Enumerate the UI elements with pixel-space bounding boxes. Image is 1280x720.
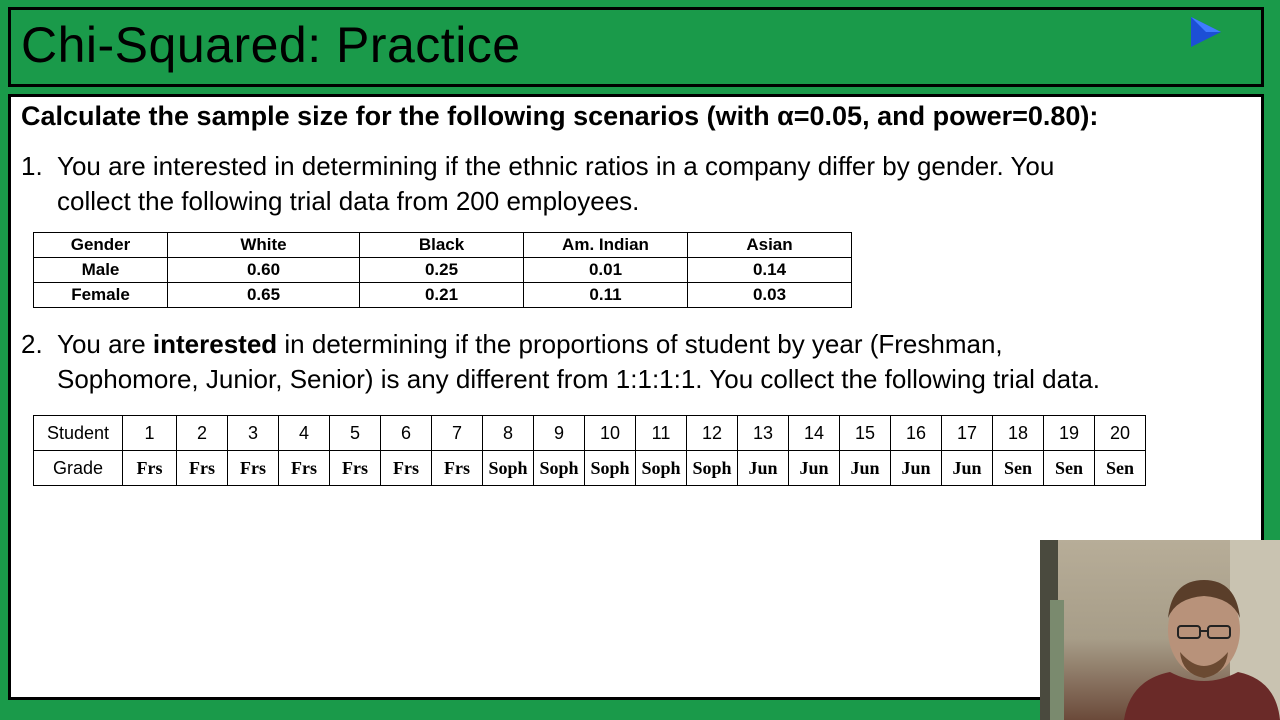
- grade-cell: Frs: [123, 451, 177, 486]
- grade-cell: Soph: [687, 451, 738, 486]
- student-number-cell: 6: [381, 416, 432, 451]
- grade-cell: Frs: [330, 451, 381, 486]
- grade-cell: Jun: [840, 451, 891, 486]
- student-grade-table: [33, 415, 1146, 486]
- header-asian: Asian: [688, 233, 852, 258]
- cell-value: 0.14: [688, 258, 852, 283]
- student-number-cell: 15: [840, 416, 891, 451]
- question-1-line1: You are interested in determining if the ethnic ratios in a company differ by gender. You: [57, 151, 1055, 181]
- student-number-cell: 7: [432, 416, 483, 451]
- instruction-heading: Calculate the sample size for the following scenarios (with α=0.05, and power=0.80):: [21, 101, 1099, 131]
- grade-cell: Jun: [738, 451, 789, 486]
- cell-value: 0.25: [360, 258, 524, 283]
- table-row: [34, 258, 852, 283]
- grade-cell: Jun: [891, 451, 942, 486]
- grade-cell: Jun: [789, 451, 840, 486]
- student-number-cell: 10: [585, 416, 636, 451]
- student-number-cell: 5: [330, 416, 381, 451]
- webcam-person: [1040, 540, 1280, 720]
- student-row: [34, 416, 1146, 451]
- student-number-cell: 19: [1044, 416, 1095, 451]
- question-1-number: 1.: [21, 151, 43, 181]
- ethnicity-table: [33, 232, 852, 308]
- grade-cell: Sen: [1095, 451, 1146, 486]
- title-bar: [8, 7, 1264, 87]
- grade-row-label: Grade: [34, 451, 123, 486]
- header-white: White: [168, 233, 360, 258]
- cell-value: 0.60: [168, 258, 360, 283]
- grade-cell: Frs: [228, 451, 279, 486]
- grade-cell: Soph: [534, 451, 585, 486]
- grade-cell: Soph: [585, 451, 636, 486]
- student-number-cell: 8: [483, 416, 534, 451]
- student-number-cell: 13: [738, 416, 789, 451]
- student-number-cell: 12: [687, 416, 738, 451]
- student-number-cell: 16: [891, 416, 942, 451]
- student-number-cell: 20: [1095, 416, 1146, 451]
- student-row-label: Student: [34, 416, 123, 451]
- student-number-cell: 18: [993, 416, 1044, 451]
- student-number-cell: 2: [177, 416, 228, 451]
- student-number-cell: 14: [789, 416, 840, 451]
- question-2-line1-pre: You are: [57, 329, 153, 359]
- cell-gender: Female: [34, 283, 168, 308]
- student-number-cell: 4: [279, 416, 330, 451]
- student-number-cell: 11: [636, 416, 687, 451]
- cell-value: 0.11: [524, 283, 688, 308]
- question-2-line1-post: in determining if the proportions of student by year (Freshman,: [277, 329, 1003, 359]
- table-row: [34, 283, 852, 308]
- student-number-cell: 17: [942, 416, 993, 451]
- webcam-overlay: [1040, 540, 1280, 720]
- question-2-line2: Sophomore, Junior, Senior) is any different from 1:1:1:1. You collect the following trial data.: [57, 364, 1101, 394]
- grade-cell: Jun: [942, 451, 993, 486]
- cell-value: 0.01: [524, 258, 688, 283]
- cell-gender: Male: [34, 258, 168, 283]
- grade-cell: Soph: [636, 451, 687, 486]
- grade-cell: Sen: [993, 451, 1044, 486]
- student-number-cell: 9: [534, 416, 585, 451]
- student-number-cell: 3: [228, 416, 279, 451]
- grade-cell: Frs: [177, 451, 228, 486]
- grade-row: [34, 451, 1146, 486]
- student-number-cell: 1: [123, 416, 177, 451]
- grade-cell: Frs: [279, 451, 330, 486]
- slide-title: Chi-Squared: Practice: [21, 17, 521, 73]
- header-am-indian: Am. Indian: [524, 233, 688, 258]
- header-black: Black: [360, 233, 524, 258]
- question-2-number: 2.: [21, 329, 43, 359]
- header-gender: Gender: [34, 233, 168, 258]
- grade-cell: Soph: [483, 451, 534, 486]
- cell-value: 0.21: [360, 283, 524, 308]
- question-2-emphasis: interested: [152, 329, 278, 359]
- ethnicity-table-header: [34, 233, 852, 258]
- grade-cell: Sen: [1044, 451, 1095, 486]
- grade-cell: Frs: [432, 451, 483, 486]
- cell-value: 0.03: [688, 283, 852, 308]
- cell-value: 0.65: [168, 283, 360, 308]
- question-1-line2: collect the following trial data from 200 employees.: [57, 186, 640, 216]
- grade-cell: Frs: [381, 451, 432, 486]
- play-icon[interactable]: [1189, 15, 1223, 49]
